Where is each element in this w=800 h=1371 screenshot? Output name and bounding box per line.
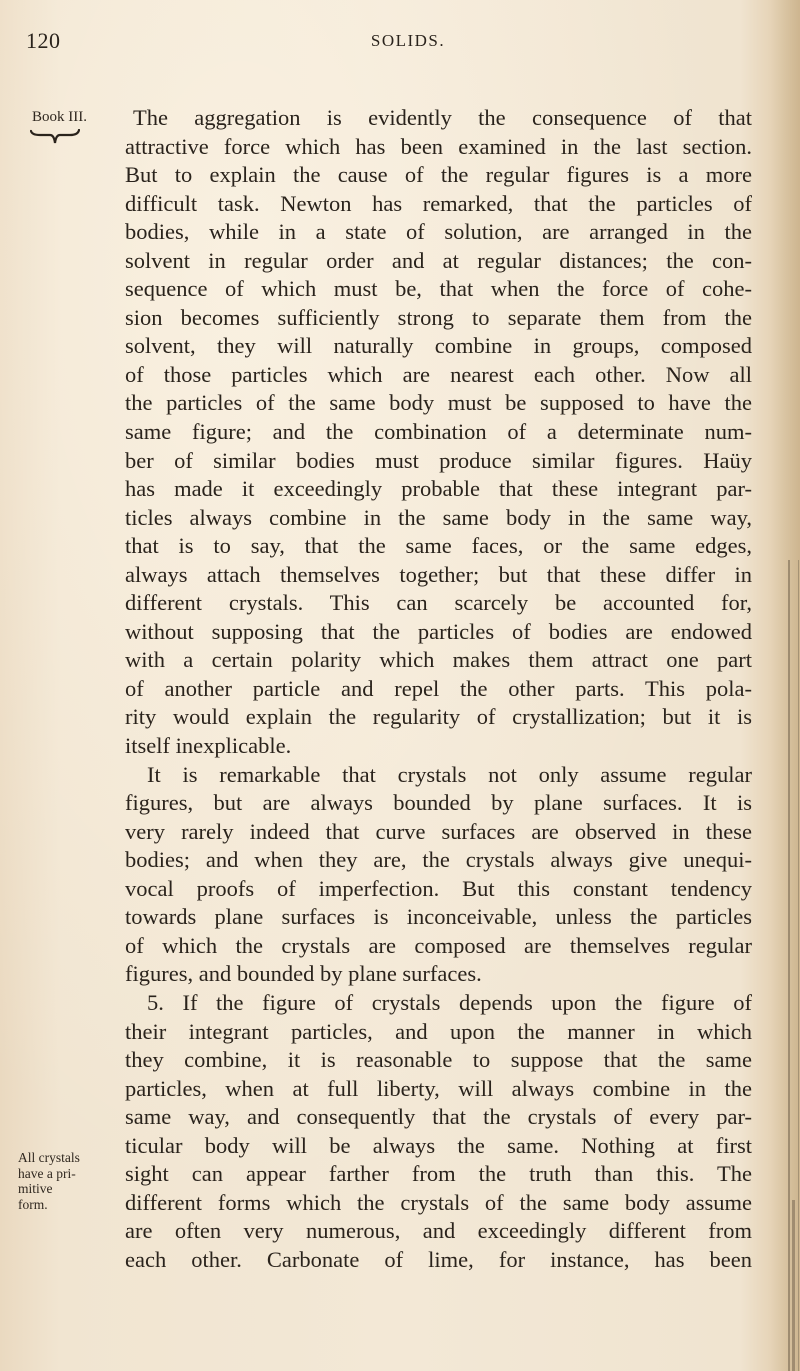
text-line: But to explain the cause of the regular figures is a more [125, 162, 752, 188]
text-line: bodies, while in a state of solution, are arranged in the [125, 219, 752, 245]
text-line: The aggregation is evidently the consequence of that [133, 105, 752, 130]
text-line: ticular body will be always the same. Nothing at first [125, 1132, 752, 1158]
text-line: It is remarkable that crystals not only assume regular [147, 761, 752, 787]
text-line: figures, and bounded by plane surfaces. [125, 961, 482, 987]
text-line: different forms which the crystals of the same body assume [125, 1189, 752, 1215]
text-line: without supposing that the particles of bodies are endowed [125, 618, 752, 644]
running-head: SOLIDS. [370, 31, 446, 50]
text-line: sion becomes sufficiently strong to separate them from the [125, 304, 752, 330]
text-line: towards plane surfaces is inconceivable, unless the particles [125, 904, 752, 930]
text-line: sight can appear farther from the truth than this. The [125, 1161, 752, 1187]
text-line: of those particles which are nearest each other. Now all [125, 361, 752, 387]
text-line: with a certain polarity which makes them attract one part [125, 647, 752, 673]
text-line: solvent, they will naturally combine in groups, composed [125, 333, 752, 359]
margin-note-line: have a pri- [18, 1165, 76, 1181]
margin-note-line: form. [18, 1196, 48, 1212]
text-line: of which the crystals are composed are themselves regular [125, 932, 752, 958]
text-line: always attach themselves together; but that these differ in [125, 561, 752, 587]
page-edge-shadow [792, 1200, 795, 1371]
text-line: bodies; and when they are, the crystals always give unequi- [125, 847, 752, 873]
text-line: different crystals. This can scarcely be accounted for, [125, 590, 752, 616]
text-line: the particles of the same body must be supposed to have the [125, 390, 752, 416]
text-line: sequence of which must be, that when the force of cohe- [125, 276, 752, 302]
text-line: their integrant particles, and upon the manner in which [125, 1018, 752, 1044]
margin-note-line: All crystals [18, 1150, 80, 1165]
body-text [125, 104, 752, 1274]
text-line: 5. If the figure of crystals depends upon the figure of [147, 989, 752, 1015]
text-line: they combine, it is reasonable to suppose that the same [125, 1047, 752, 1073]
text-line: are often very numerous, and exceedingly different from [125, 1218, 752, 1244]
text-line: figures, but are always bounded by plane surfaces. It is [125, 790, 752, 816]
text-line: solvent in regular order and at regular distances; the con- [125, 247, 752, 273]
text-line: that is to say, that the same faces, or the same edges, [125, 533, 752, 559]
text-line: has made it exceedingly probable that these integrant par- [125, 476, 752, 502]
text-line: very rarely indeed that curve surfaces are observed in these [125, 818, 752, 844]
text-line: same figure; and the combination of a determinate num- [125, 419, 752, 445]
brace-icon [30, 129, 80, 147]
margin-note-book: Book III. [32, 109, 87, 125]
text-line: same way, and consequently that the crystals of every par- [125, 1104, 752, 1130]
text-line: attractive force which has been examined in the last section. [125, 133, 752, 159]
text-line: rity would explain the regularity of crystallization; but it is [125, 704, 752, 730]
text-line: vocal proofs of imperfection. But this constant tendency [125, 875, 752, 901]
margin-note-line: mitive [18, 1181, 53, 1196]
page-header [0, 28, 800, 56]
text-line: each other. Carbonate of lime, for instance, has been [125, 1246, 752, 1272]
text-line: ticles always combine in the same body in the same way, [125, 504, 752, 530]
text-line: particles, when at full liberty, will always combine in the [125, 1075, 752, 1101]
margin-note-crystals [18, 1150, 80, 1212]
text-line: of another particle and repel the other parts. This pola- [125, 675, 752, 701]
text-line: ber of similar bodies must produce similar figures. Haüy [125, 447, 752, 473]
page-number: 120 [26, 28, 61, 53]
text-line: difficult task. Newton has remarked, that the particles of [125, 190, 752, 216]
text-line: itself inexplicable. [125, 733, 292, 759]
